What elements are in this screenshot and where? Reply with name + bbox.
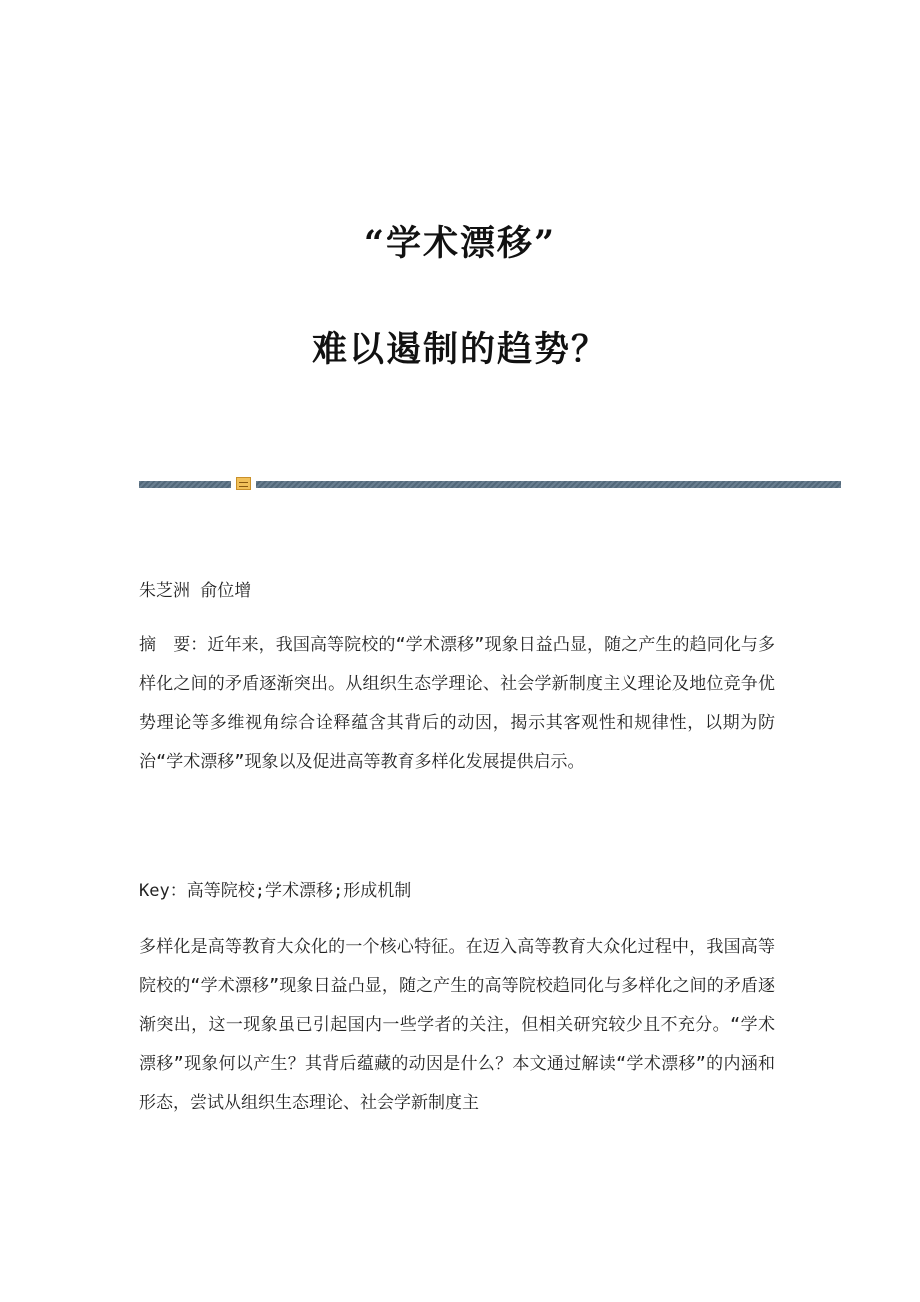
keywords xyxy=(139,876,775,901)
abstract xyxy=(139,626,775,782)
body-paragraph: 多样化是高等教育大众化的一个核心特征。在迈入高等教育大众化过程中，我国高等院校的“学术漂移”现象日益凸显，随之产生的高等院校趋同化与多样化之间的矛盾逐渐突出，这一现象虽已引起国内一些学者的关注，但相关研究较少且不充分。“学术漂移”现象何以产生？其背后蕴藏的动因是什么？本文通过解读“学术漂移”的内涵和形态，尝试从组织生态理论、社会学新制度主 xyxy=(139,937,775,1113)
title-line-1: “学术漂移” xyxy=(363,223,557,264)
divider-bar-right xyxy=(256,481,841,488)
abstract-label: 摘 要： xyxy=(139,635,208,655)
title-divider xyxy=(139,477,841,491)
divider-bar-left xyxy=(139,481,231,488)
title-line-2: 难以遏制的趋势？ xyxy=(311,329,608,370)
abstract-text: 近年来，我国高等院校的“学术漂移”现象日益凸显，随之产生的趋同化与多样化之间的矛盾逐渐突出。从组织生态学理论、社会学新制度主义理论及地位竞争优势理论等多维视角综合诠释蕴含其背后的动因，揭示其客观性和规律性，以期为防治“学术漂移”现象以及促进高等教育多样化发展提供启示。 xyxy=(139,635,776,772)
keywords-label: Key： xyxy=(139,881,187,901)
divider-ornament-icon xyxy=(236,477,251,490)
authors: 朱芝洲 俞位增 xyxy=(139,581,252,601)
keywords-text: 高等院校;学术漂移;形成机制 xyxy=(186,881,412,901)
